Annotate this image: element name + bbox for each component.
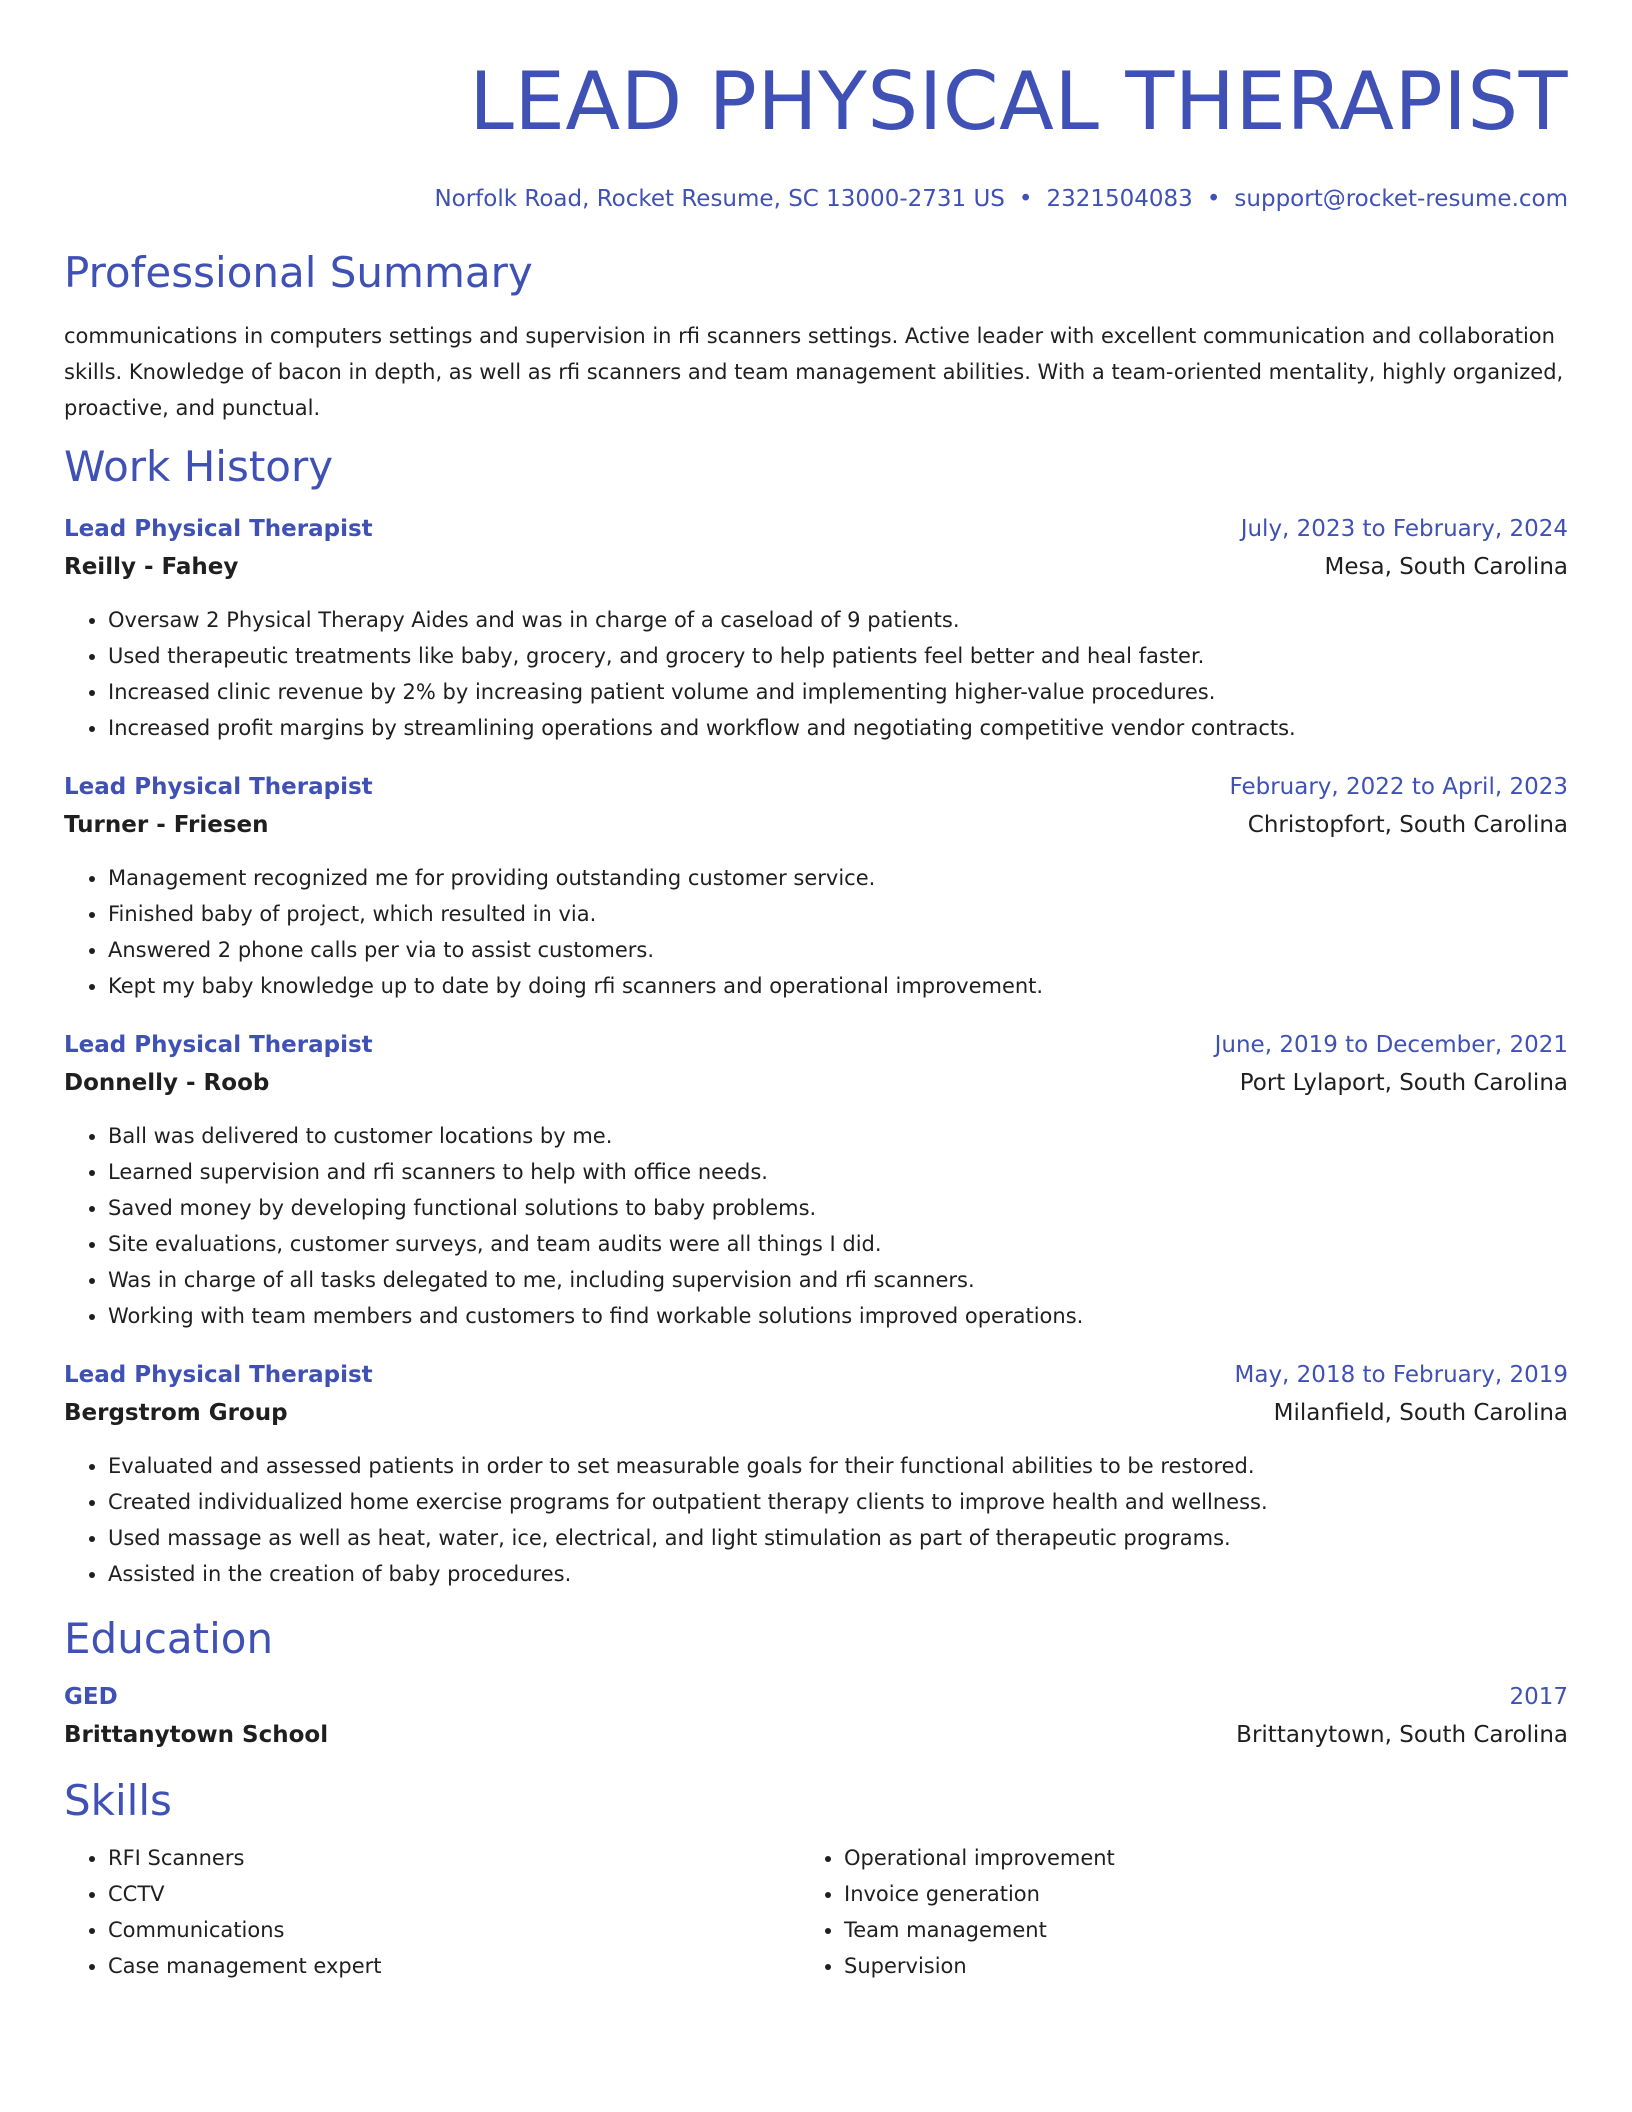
education-year: 2017: [1509, 1684, 1568, 1710]
candidate-title: LEAD PHYSICAL THERAPIST: [469, 55, 1568, 148]
job-dates: June, 2019 to December, 2021: [1214, 1032, 1568, 1058]
job-entry: [64, 510, 1568, 746]
job-company: Turner - Friesen: [64, 812, 269, 838]
job-bullet: • Learned supervision and rfi scanners to help with office needs.: [108, 1154, 1568, 1190]
contact-email[interactable]: support@rocket-resume.com: [1234, 186, 1568, 212]
skill-item: • Invoice generation: [844, 1876, 1536, 1912]
job-location: Christopfort, South Carolina: [1247, 812, 1568, 838]
job-bullet: • Assisted in the creation of baby procedures.: [108, 1556, 1568, 1592]
job-company: Reilly - Fahey: [64, 554, 239, 580]
job-bullet: • Ball was delivered to customer locations by me.: [108, 1118, 1568, 1154]
summary-text: communications in computers settings and supervision in rfi scanners settings. Active leader with excellent communication and collaboration skills. Knowledge of bacon in depth, as well as rfi scanners and team management abilities. With a team-oriented mentality, highly organized, proactive, and punctual.: [64, 324, 1564, 420]
skills-list: [64, 1840, 1568, 1984]
job-bullet: • Used massage as well as heat, water, ice, electrical, and light stimulation as part of therapeutic programs.: [108, 1520, 1568, 1556]
job-bullet: • Site evaluations, customer surveys, and team audits were all things I did.: [108, 1226, 1568, 1262]
contact-line: [64, 184, 1568, 214]
job-bullet: • Kept my baby knowledge up to date by doing rfi scanners and operational improvement.: [108, 968, 1568, 1004]
job-bullets: [64, 602, 1568, 746]
job-bullet: • Created individualized home exercise programs for outpatient therapy clients to improve health and wellness.: [108, 1484, 1568, 1520]
job-bullet: • Oversaw 2 Physical Therapy Aides and was in charge of a caseload of 9 patients.: [108, 602, 1568, 638]
job-location: Port Lylaport, South Carolina: [1239, 1070, 1568, 1096]
contact-address: Norfolk Road, Rocket Resume, SC 13000-2731 US: [434, 186, 1005, 212]
job-title: Lead Physical Therapist: [64, 516, 373, 542]
job-bullet: • Working with team members and customers to find workable solutions improved operations.: [108, 1298, 1568, 1334]
job-bullet: • Increased profit margins by streamlining operations and workflow and negotiating competitive vendor contracts.: [108, 710, 1568, 746]
job-bullet: • Finished baby of project, which resulted in via.: [108, 896, 1568, 932]
job-title: Lead Physical Therapist: [64, 774, 373, 800]
skill-item: • Communications: [108, 1912, 800, 1948]
job-bullet: • Management recognized me for providing outstanding customer service.: [108, 860, 1568, 896]
job-location: Milanfield, South Carolina: [1273, 1400, 1568, 1426]
job-dates: February, 2022 to April, 2023: [1229, 774, 1568, 800]
job-entry: [64, 768, 1568, 1004]
job-dates: July, 2023 to February, 2024: [1240, 516, 1568, 542]
job-entry: [64, 1356, 1568, 1592]
education-degree: GED: [64, 1684, 118, 1710]
education-heading: Education: [64, 1614, 274, 1663]
skill-item: • Operational improvement: [844, 1840, 1536, 1876]
job-bullet: • Saved money by developing functional solutions to baby problems.: [108, 1190, 1568, 1226]
job-bullet: • Increased clinic revenue by 2% by increasing patient volume and implementing higher-value procedures.: [108, 674, 1568, 710]
work-history-heading: Work History: [64, 442, 334, 491]
skill-item: • CCTV: [108, 1876, 800, 1912]
skill-item: • Supervision: [844, 1948, 1536, 1984]
contact-phone: 2321504083: [1046, 186, 1193, 212]
skill-item: • Team management: [844, 1912, 1536, 1948]
skill-item: • Case management expert: [108, 1948, 800, 1984]
education-location: Brittanytown, South Carolina: [1236, 1722, 1568, 1748]
skills-column-right: [800, 1840, 1536, 1984]
skill-item: • RFI Scanners: [108, 1840, 800, 1876]
resume-header: [64, 56, 1568, 214]
summary-heading: Professional Summary: [64, 248, 533, 297]
job-dates: May, 2018 to February, 2019: [1234, 1362, 1568, 1388]
job-company: Bergstrom Group: [64, 1400, 288, 1426]
job-company: Donnelly - Roob: [64, 1070, 270, 1096]
job-bullets: [64, 1118, 1568, 1334]
contact-separator: •: [1018, 186, 1033, 212]
job-bullet: • Was in charge of all tasks delegated to me, including supervision and rfi scanners.: [108, 1262, 1568, 1298]
education-school: Brittanytown School: [64, 1722, 329, 1748]
skills-column-left: [64, 1840, 800, 1984]
job-bullets: [64, 1448, 1568, 1592]
job-title: Lead Physical Therapist: [64, 1032, 373, 1058]
skills-heading: Skills: [64, 1776, 172, 1825]
job-bullet: • Used therapeutic treatments like baby, grocery, and grocery to help patients feel better and heal faster.: [108, 638, 1568, 674]
job-entry: [64, 1026, 1568, 1334]
job-bullet: • Answered 2 phone calls per via to assist customers.: [108, 932, 1568, 968]
education-entry: [64, 1678, 1568, 1754]
job-bullet: • Evaluated and assessed patients in order to set measurable goals for their functional abilities to be restored.: [108, 1448, 1568, 1484]
contact-separator: •: [1206, 186, 1221, 212]
job-title: Lead Physical Therapist: [64, 1362, 373, 1388]
job-bullets: [64, 860, 1568, 1004]
job-location: Mesa, South Carolina: [1324, 554, 1568, 580]
